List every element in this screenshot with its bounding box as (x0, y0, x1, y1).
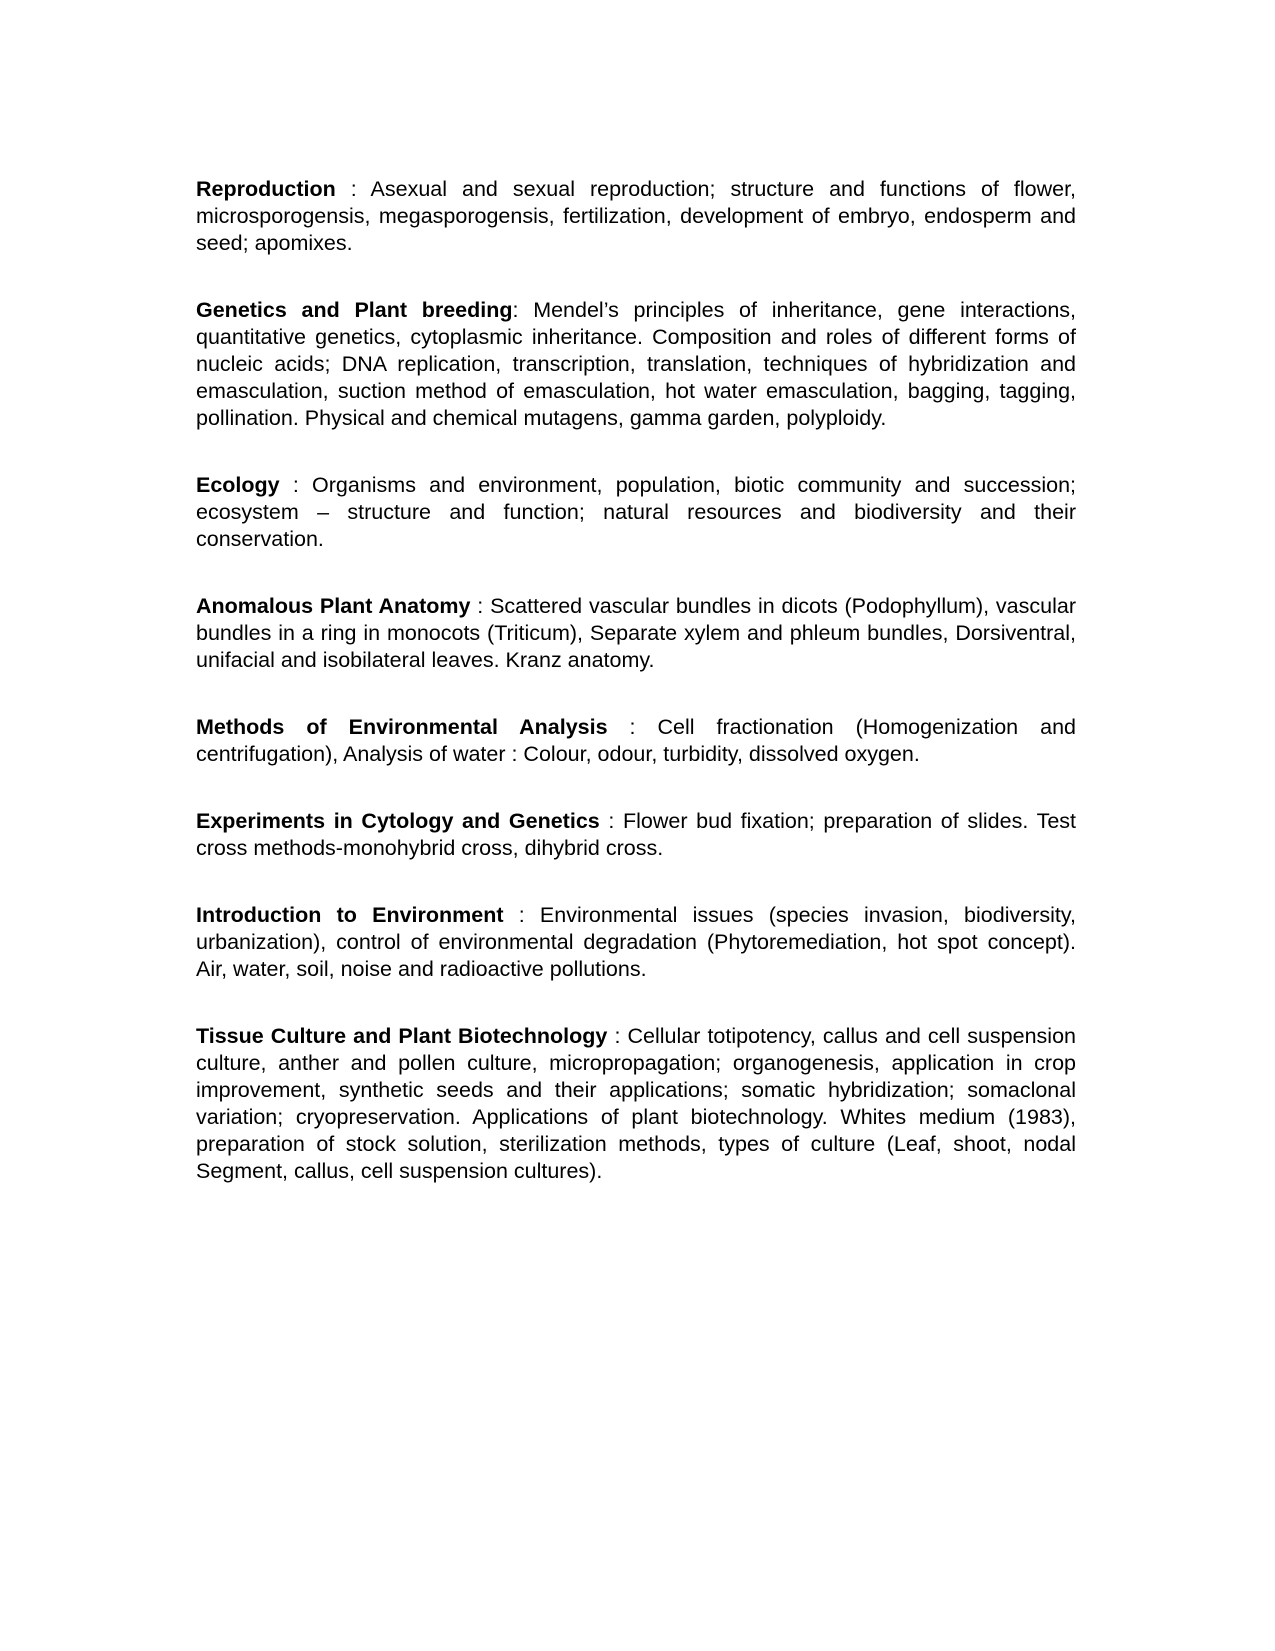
section-separator: : (470, 594, 491, 618)
section-tissue-culture-and-plant-biotechnology (196, 1023, 1076, 1185)
section-anomalous-plant-anatomy (196, 593, 1076, 674)
section-body: Mendel’s principles of inheritance, gene interactions, quantitative genetics, cytoplasmic inheritance. Composition and roles of different forms of nucleic acids; DNA replication, transcription, translation, techniques of hybridization and emasculation, suction method of emasculation, hot water emasculation, bagging, tagging, pollination. Physical and chemical mutagens, gamma garden, polyploidy. (196, 298, 1076, 430)
section-heading: Methods of Environmental Analysis (196, 715, 608, 739)
section-body: Environmental issues (species invasion, biodiversity, urbanization), control of environmental degradation (Phytoremediation, hot spot concept). Air, water, soil, noise and radioactive pollutions. (196, 903, 1076, 981)
section-heading: Experiments in Cytology and Genetics (196, 809, 600, 833)
section-heading: Genetics and Plant breeding (196, 298, 513, 322)
section-genetics-and-plant-breeding (196, 297, 1076, 432)
section-heading: Ecology (196, 473, 280, 497)
section-heading: Introduction to Environment (196, 903, 504, 927)
section-heading: Tissue Culture and Plant Biotechnology (196, 1024, 608, 1048)
section-body: Cellular totipotency, callus and cell suspension culture, anther and pollen culture, micropropagation; organogenesis, application in crop improvement, synthetic seeds and their applications; somatic hybridization; somaclonal variation; cryopreservation. Applications of plant biotechnology. Whites medium (1983), preparation of stock solution, sterilization methods, types of culture (Leaf, shoot, nodal Segment, callus, cell suspension cultures). (196, 1024, 1076, 1183)
syllabus-page (196, 176, 1076, 1225)
section-methods-of-environmental-analysis (196, 714, 1076, 768)
section-ecology (196, 472, 1076, 553)
section-separator: : (335, 177, 371, 201)
section-introduction-to-environment (196, 902, 1076, 983)
section-separator: : (607, 1024, 628, 1048)
section-body: Flower bud fixation; preparation of slides. Test cross methods-monohybrid cross, dihybrid cross. (196, 809, 1076, 860)
section-body: Asexual and sexual reproduction; structure and functions of flower, microsporogensis, megasporogensis, fertilization, development of embryo, endosperm and seed; apomixes. (196, 177, 1077, 255)
section-body: Cell fractionation (Homogenization and centrifugation), Analysis of water : Colour, odour, turbidity, dissolved oxygen. (196, 715, 1076, 766)
section-separator: : (607, 715, 658, 739)
section-separator: : (503, 903, 540, 927)
section-heading: Reproduction (196, 177, 336, 201)
section-body: Organisms and environment, population, biotic community and succession; ecosystem – structure and function; natural resources and biodiversity and their conservation. (196, 473, 1077, 551)
section-experiments-in-cytology-and-genetics (196, 808, 1076, 862)
section-body: Scattered vascular bundles in dicots (Podophyllum), vascular bundles in a ring in monocots (Triticum), Separate xylem and phleum bundles, Dorsiventral, unifacial and isobilateral leaves. Kranz anatomy. (196, 594, 1076, 672)
section-separator: : (279, 473, 313, 497)
section-heading: Anomalous Plant Anatomy (196, 594, 471, 618)
section-reproduction (196, 176, 1076, 257)
section-separator: : (512, 298, 534, 322)
section-separator: : (599, 809, 623, 833)
